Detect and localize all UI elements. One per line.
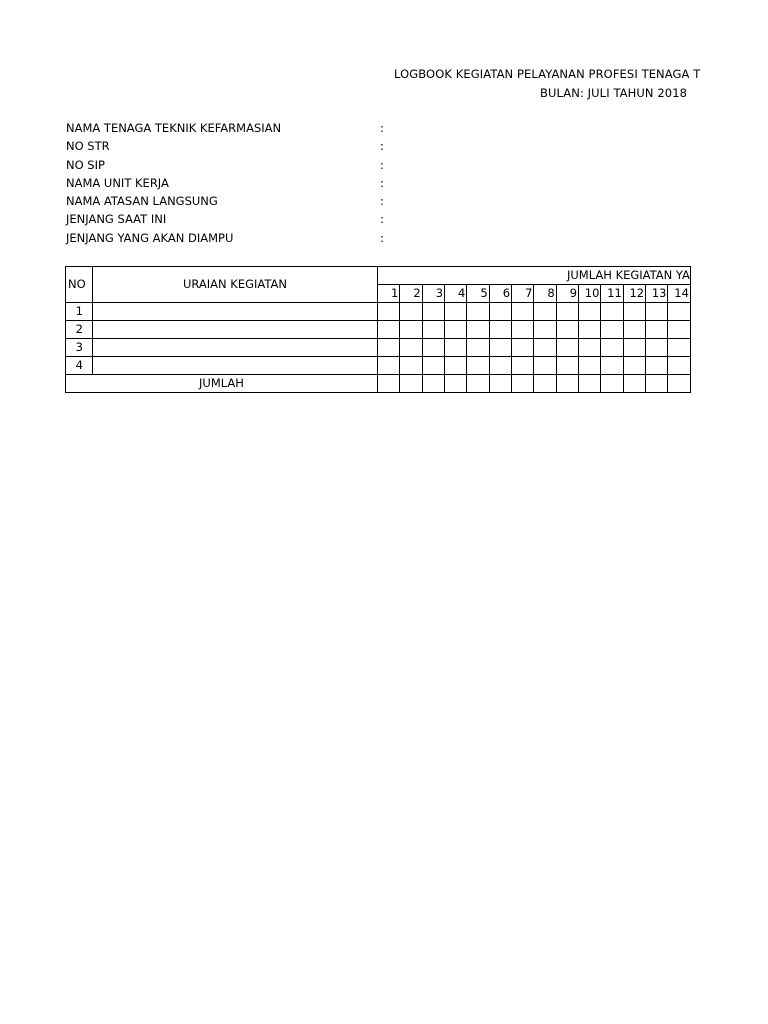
day-header: 13 [646, 285, 668, 303]
day-cell[interactable] [512, 321, 534, 339]
table-row [66, 339, 691, 357]
day-cell[interactable] [467, 303, 489, 321]
total-day-cell[interactable] [512, 375, 534, 393]
total-day-cell[interactable] [579, 375, 601, 393]
total-day-cell[interactable] [623, 375, 645, 393]
info-row-nama [66, 121, 406, 139]
info-label: NO SIP [66, 157, 105, 172]
day-cell[interactable] [556, 303, 578, 321]
day-cell[interactable] [579, 303, 601, 321]
info-label: JENJANG YANG AKAN DIAMPU [66, 230, 234, 245]
row-number: 1 [66, 303, 93, 321]
total-day-cell[interactable] [400, 375, 422, 393]
total-day-cell[interactable] [556, 375, 578, 393]
total-label: JUMLAH [66, 375, 378, 393]
total-day-cell[interactable] [601, 375, 623, 393]
info-label: NAMA ATASAN LANGSUNG [66, 194, 218, 209]
header-no: NO [66, 267, 93, 303]
table-row [66, 303, 691, 321]
day-cell[interactable] [668, 321, 690, 339]
info-row-sip [66, 158, 406, 176]
total-day-cell[interactable] [534, 375, 556, 393]
day-cell[interactable] [445, 303, 467, 321]
info-label: NAMA TENAGA TEKNIK KEFARMASIAN [66, 121, 282, 135]
day-header: 1 [378, 285, 400, 303]
row-number: 2 [66, 321, 93, 339]
document-title: LOGBOOK KEGIATAN PELAYANAN PROFESI TENAGA T [394, 67, 701, 81]
total-day-cell[interactable] [378, 375, 400, 393]
day-cell[interactable] [668, 339, 690, 357]
day-cell[interactable] [512, 303, 534, 321]
day-header: 3 [422, 285, 444, 303]
info-colon: : [380, 139, 384, 154]
table-header-row [66, 267, 691, 285]
info-colon: : [380, 194, 384, 209]
info-colon: : [380, 121, 384, 135]
day-cell[interactable] [646, 321, 668, 339]
day-header: 7 [512, 285, 534, 303]
day-cell[interactable] [534, 303, 556, 321]
info-row-jenjang [66, 212, 406, 230]
day-cell[interactable] [400, 303, 422, 321]
table-row [66, 357, 691, 375]
total-day-cell[interactable] [445, 375, 467, 393]
activity-cell[interactable] [93, 339, 378, 357]
info-row-unit [66, 176, 406, 194]
day-cell[interactable] [534, 357, 556, 375]
day-header: 2 [400, 285, 422, 303]
day-cell[interactable] [512, 357, 534, 375]
info-label: NAMA UNIT KERJA [66, 175, 169, 190]
activity-cell[interactable] [93, 321, 378, 339]
day-cell[interactable] [422, 303, 444, 321]
activity-cell[interactable] [93, 357, 378, 375]
header-jumlah-kegiatan: JUMLAH KEGIATAN YA [378, 267, 691, 285]
day-cell[interactable] [646, 339, 668, 357]
info-label: JENJANG SAAT INI [66, 212, 167, 227]
info-row-str [66, 139, 406, 157]
day-cell[interactable] [579, 357, 601, 375]
day-cell[interactable] [512, 339, 534, 357]
total-day-cell[interactable] [467, 375, 489, 393]
day-cell[interactable] [400, 339, 422, 357]
day-cell[interactable] [623, 321, 645, 339]
day-cell[interactable] [445, 357, 467, 375]
day-cell[interactable] [534, 321, 556, 339]
info-label: NO STR [66, 139, 110, 154]
day-cell[interactable] [422, 339, 444, 357]
identity-fields [66, 121, 406, 249]
activity-table-container [65, 266, 767, 394]
day-cell[interactable] [400, 357, 422, 375]
day-cell[interactable] [556, 339, 578, 357]
day-cell[interactable] [422, 321, 444, 339]
day-cell[interactable] [601, 339, 623, 357]
day-cell[interactable] [646, 303, 668, 321]
activity-table [65, 266, 691, 393]
info-row-atasan [66, 194, 406, 212]
total-day-cell[interactable] [646, 375, 668, 393]
total-row [66, 375, 691, 393]
info-colon: : [380, 212, 384, 227]
day-cell[interactable] [534, 339, 556, 357]
row-number: 3 [66, 339, 93, 357]
day-header: 10 [579, 285, 601, 303]
day-header: 14 [668, 285, 690, 303]
day-cell[interactable] [623, 357, 645, 375]
info-colon: : [380, 175, 384, 190]
day-header: 12 [623, 285, 645, 303]
day-cell[interactable] [601, 357, 623, 375]
day-cell[interactable] [378, 321, 400, 339]
day-header: 5 [467, 285, 489, 303]
day-cell[interactable] [489, 321, 511, 339]
day-cell[interactable] [579, 321, 601, 339]
day-cell[interactable] [623, 303, 645, 321]
day-cell[interactable] [445, 339, 467, 357]
day-header: 8 [534, 285, 556, 303]
table-row [66, 321, 691, 339]
day-cell[interactable] [489, 303, 511, 321]
row-number: 4 [66, 357, 93, 375]
day-header: 11 [601, 285, 623, 303]
total-day-cell[interactable] [668, 375, 690, 393]
day-cell[interactable] [378, 339, 400, 357]
day-cell[interactable] [400, 321, 422, 339]
day-cell[interactable] [646, 357, 668, 375]
day-cell[interactable] [467, 321, 489, 339]
day-header: 6 [489, 285, 511, 303]
day-cell[interactable] [668, 303, 690, 321]
total-day-cell[interactable] [489, 375, 511, 393]
day-cell[interactable] [556, 357, 578, 375]
day-cell[interactable] [668, 357, 690, 375]
day-cell[interactable] [445, 321, 467, 339]
day-cell[interactable] [489, 339, 511, 357]
day-cell[interactable] [467, 339, 489, 357]
day-cell[interactable] [601, 321, 623, 339]
activity-cell[interactable] [93, 303, 378, 321]
header-uraian: URAIAN KEGIATAN [93, 267, 378, 303]
day-cell[interactable] [378, 303, 400, 321]
day-cell[interactable] [579, 339, 601, 357]
document-period: BULAN: JULI TAHUN 2018 [540, 86, 688, 100]
day-header: 4 [445, 285, 467, 303]
day-cell[interactable] [378, 357, 400, 375]
day-cell[interactable] [601, 303, 623, 321]
info-row-jenjang-target [66, 231, 406, 249]
total-day-cell[interactable] [422, 375, 444, 393]
info-colon: : [380, 230, 384, 245]
day-cell[interactable] [422, 357, 444, 375]
day-cell[interactable] [489, 357, 511, 375]
info-colon: : [380, 157, 384, 172]
day-cell[interactable] [467, 357, 489, 375]
day-cell[interactable] [623, 339, 645, 357]
day-header: 9 [556, 285, 578, 303]
day-cell[interactable] [556, 321, 578, 339]
